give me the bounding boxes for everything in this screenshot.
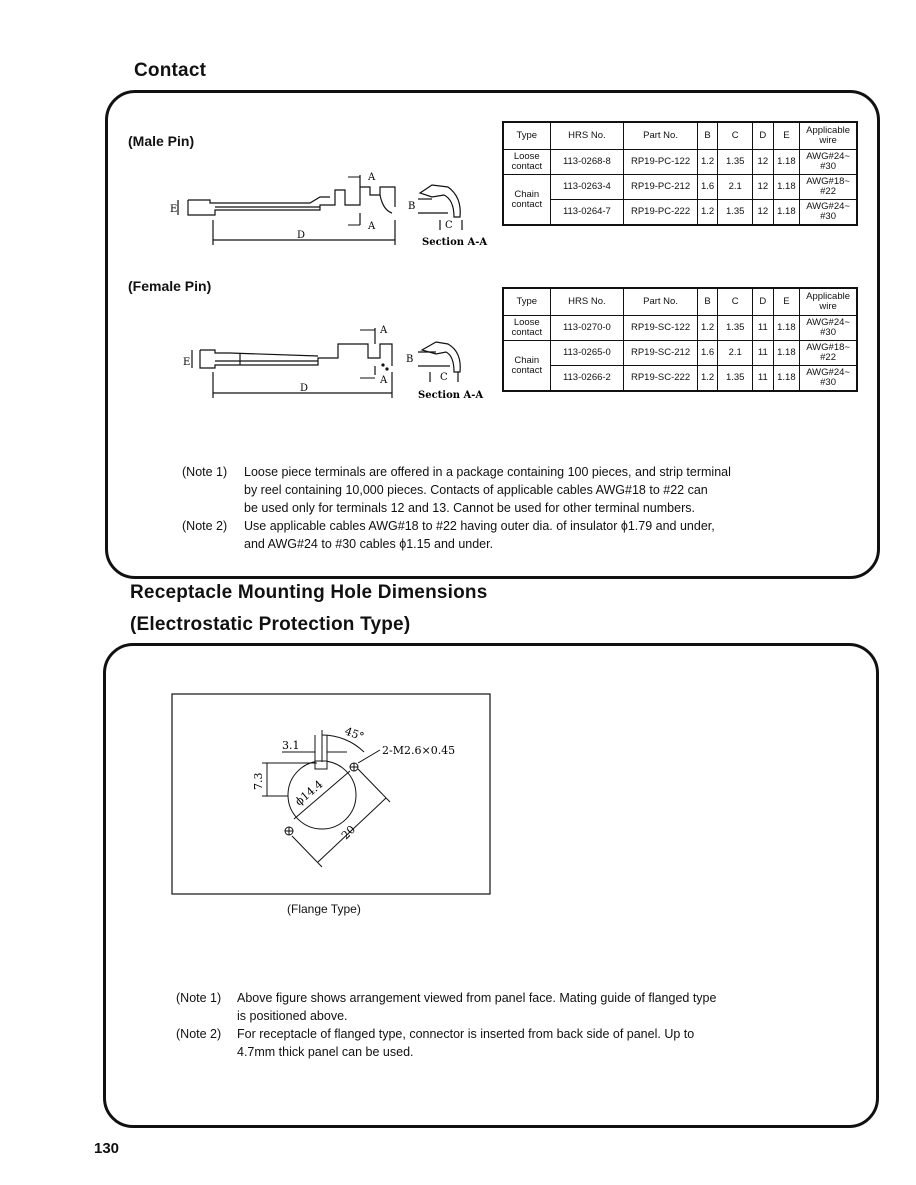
c-cell: 1.35 xyxy=(718,150,753,175)
b-cell: 1.6 xyxy=(697,175,717,200)
wire-cell: AWG#24~ #30 xyxy=(800,366,857,392)
wire-cell: AWG#18~ #22 xyxy=(800,341,857,366)
receptacle-note-1 xyxy=(176,989,776,1025)
col-e: E xyxy=(773,122,800,150)
d-cell: 12 xyxy=(753,175,773,200)
col-d: D xyxy=(753,288,773,316)
c-cell: 1.35 xyxy=(718,366,753,392)
e-cell: 1.18 xyxy=(773,150,800,175)
hrs-cell: 113-0268-8 xyxy=(550,150,624,175)
female-pin-drawing xyxy=(180,320,500,405)
female-pin-label: (Female Pin) xyxy=(128,278,212,294)
male-dim-e: E xyxy=(170,204,178,215)
col-b: B xyxy=(697,288,717,316)
male-pin-table xyxy=(502,121,858,226)
part-cell: RP19-PC-212 xyxy=(624,175,698,200)
flange-hole-drawing xyxy=(172,690,492,895)
receptacle-title-line1: Receptacle Mounting Hole Dimensions xyxy=(130,582,488,603)
dim-7-3: 7.3 xyxy=(252,772,265,790)
col-e: E xyxy=(773,288,800,316)
female-dim-d: D xyxy=(300,383,309,394)
female-section-label: Section A-A xyxy=(418,390,484,401)
b-cell: 1.2 xyxy=(697,150,717,175)
wire-cell: AWG#24~ #30 xyxy=(800,316,857,341)
note-line: Loose piece terminals are offered in a package containing 100 pieces, and strip terminal xyxy=(244,465,731,479)
flange-caption: (Flange Type) xyxy=(287,902,361,916)
receptacle-note-2 xyxy=(176,1025,776,1061)
e-cell: 1.18 xyxy=(773,175,800,200)
wire-cell: AWG#18~ #22 xyxy=(800,175,857,200)
note-tag: (Note 2) xyxy=(182,519,228,533)
dim-20: 20 xyxy=(338,823,359,843)
col-hrs-no: HRS No. xyxy=(550,122,624,150)
b-cell: 1.2 xyxy=(697,316,717,341)
e-cell: 1.18 xyxy=(773,341,800,366)
note-line: is positioned above. xyxy=(237,1009,348,1023)
note-line: Above figure shows arrangement viewed from panel face. Mating guide of flanged type xyxy=(237,991,717,1005)
b-cell: 1.2 xyxy=(697,200,717,226)
col-c: C xyxy=(718,288,753,316)
wire-cell: AWG#24~ #30 xyxy=(800,150,857,175)
note-line: by reel containing 10,000 pieces. Contacts of applicable cables AWG#18 to #22 can xyxy=(244,483,708,497)
col-part-no: Part No. xyxy=(624,122,698,150)
table-row xyxy=(503,200,857,226)
c-cell: 1.35 xyxy=(718,316,753,341)
contact-title: Contact xyxy=(134,60,207,81)
note-tag: (Note 1) xyxy=(182,465,228,479)
table-header-row xyxy=(503,288,857,316)
female-dim-a-bottom: A xyxy=(380,375,388,386)
col-applicable-wire: Applicable wire xyxy=(800,288,857,316)
dim-45-degrees: 45° xyxy=(342,724,366,744)
male-dim-a-top: A xyxy=(368,172,376,183)
table-row xyxy=(503,341,857,366)
part-cell: RP19-SC-122 xyxy=(624,316,698,341)
type-cell: Loose contact xyxy=(503,316,550,341)
male-section-label: Section A-A xyxy=(422,237,488,248)
c-cell: 1.35 xyxy=(718,200,753,226)
hrs-cell: 113-0263-4 xyxy=(550,175,624,200)
male-dim-d: D xyxy=(297,230,306,241)
part-cell: RP19-PC-222 xyxy=(624,200,698,226)
male-dim-b: B xyxy=(408,201,416,212)
col-b: B xyxy=(697,122,717,150)
note-line: Use applicable cables AWG#18 to #22 having outer dia. of insulator ϕ1.79 and under, xyxy=(244,519,715,533)
table-row xyxy=(503,316,857,341)
contact-note-2 xyxy=(182,517,782,553)
col-applicable-wire: Applicable wire xyxy=(800,122,857,150)
col-type: Type xyxy=(503,288,550,316)
hrs-cell: 113-0270-0 xyxy=(550,316,624,341)
table-row xyxy=(503,150,857,175)
hrs-cell: 113-0266-2 xyxy=(550,366,624,392)
col-d: D xyxy=(753,122,773,150)
part-cell: RP19-SC-212 xyxy=(624,341,698,366)
part-cell: RP19-PC-122 xyxy=(624,150,698,175)
dim-3-1: 3.1 xyxy=(282,739,300,752)
note-tag: (Note 1) xyxy=(176,991,222,1005)
type-cell: Chain contact xyxy=(503,341,550,392)
dim-screw-spec: 2-M2.6×0.45 xyxy=(382,744,456,757)
note-line: and AWG#24 to #30 cables ϕ1.15 and under. xyxy=(244,537,494,551)
d-cell: 11 xyxy=(753,316,773,341)
d-cell: 12 xyxy=(753,150,773,175)
male-pin-drawing xyxy=(170,165,500,255)
c-cell: 2.1 xyxy=(718,175,753,200)
col-c: C xyxy=(718,122,753,150)
col-type: Type xyxy=(503,122,550,150)
note-tag: (Note 2) xyxy=(176,1027,222,1041)
hrs-cell: 113-0265-0 xyxy=(550,341,624,366)
col-hrs-no: HRS No. xyxy=(550,288,624,316)
table-row xyxy=(503,175,857,200)
receptacle-title-line2: (Electrostatic Protection Type) xyxy=(130,614,411,635)
female-dim-e: E xyxy=(183,357,191,368)
col-part-no: Part No. xyxy=(624,288,698,316)
b-cell: 1.2 xyxy=(697,366,717,392)
male-pin-label: (Male Pin) xyxy=(128,133,195,149)
wire-cell: AWG#24~ #30 xyxy=(800,200,857,226)
d-cell: 11 xyxy=(753,341,773,366)
female-dim-c: C xyxy=(440,372,448,383)
male-dim-a-bottom: A xyxy=(368,221,376,232)
b-cell: 1.6 xyxy=(697,341,717,366)
e-cell: 1.18 xyxy=(773,200,800,226)
female-dim-b: B xyxy=(406,354,414,365)
note-line: be used only for terminals 12 and 13. Cannot be used for other terminal numbers. xyxy=(244,501,695,515)
male-dim-c: C xyxy=(445,220,453,231)
e-cell: 1.18 xyxy=(773,366,800,392)
d-cell: 11 xyxy=(753,366,773,392)
table-header-row xyxy=(503,122,857,150)
table-row xyxy=(503,366,857,392)
type-cell: Loose contact xyxy=(503,150,550,175)
female-pin-table xyxy=(502,287,858,392)
c-cell: 2.1 xyxy=(718,341,753,366)
e-cell: 1.18 xyxy=(773,316,800,341)
female-dim-a-top: A xyxy=(380,325,388,336)
hrs-cell: 113-0264-7 xyxy=(550,200,624,226)
part-cell: RP19-SC-222 xyxy=(624,366,698,392)
note-line: 4.7mm thick panel can be used. xyxy=(237,1045,414,1059)
type-cell: Chain contact xyxy=(503,175,550,226)
d-cell: 12 xyxy=(753,200,773,226)
note-line: For receptacle of flanged type, connector is inserted from back side of panel. Up to xyxy=(237,1027,695,1041)
contact-note-1 xyxy=(182,463,782,517)
dim-diameter: ϕ14.4 xyxy=(292,777,326,809)
page-number: 130 xyxy=(94,1140,120,1157)
